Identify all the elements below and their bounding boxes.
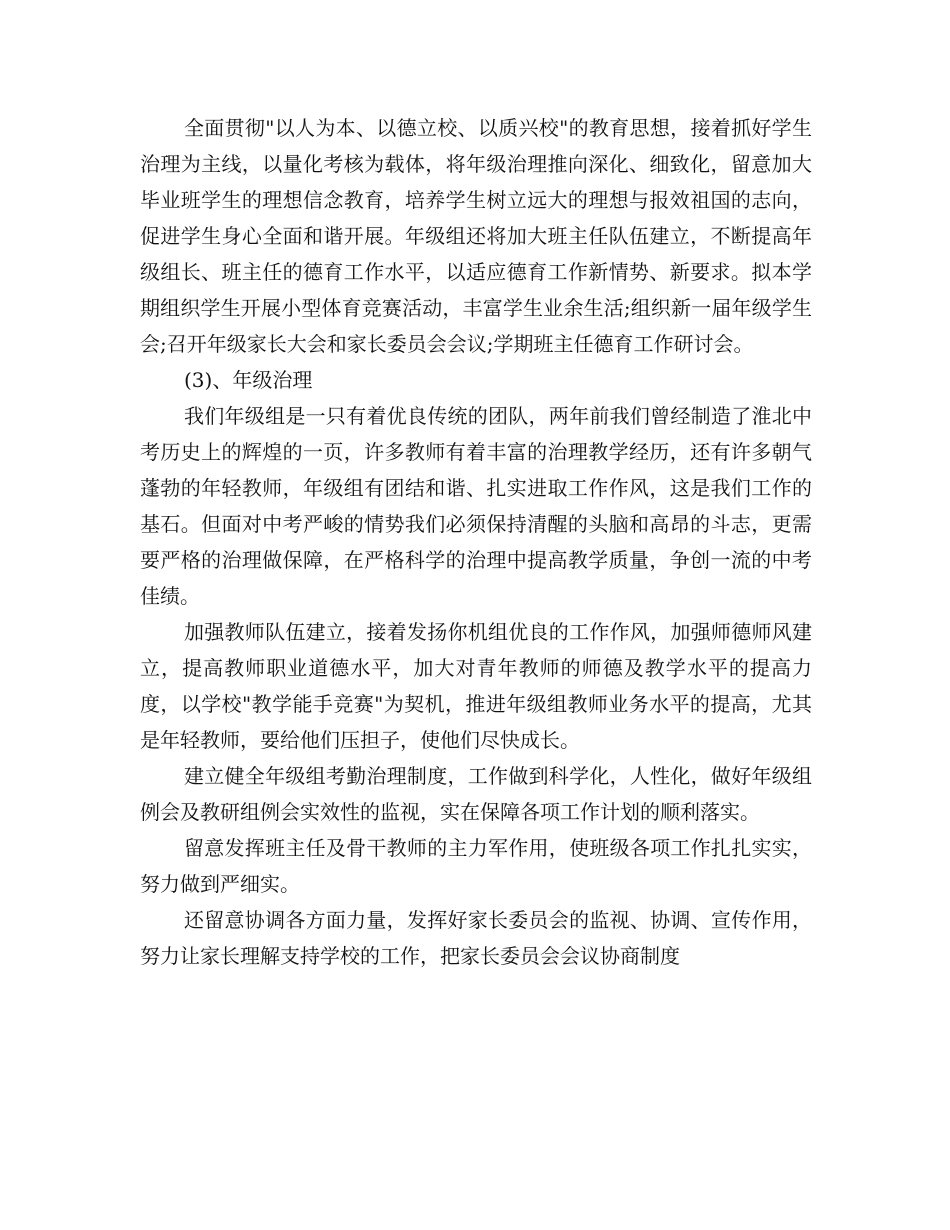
paragraph-head-teachers: 留意发挥班主任及骨干教师的主力军作用，使班级各项工作扎扎实实，努力做到严细实。 [140, 836, 812, 896]
paragraph-parents-committee: 还留意协调各方面力量，发挥好家长委员会的监视、协调、宣传作用，努力让家长理解支持学校的工作，把家长委员会会议协商制度 [140, 908, 812, 968]
paragraph-attendance: 建立健全年级组考勤治理制度，工作做到科学化，人性化，做好年级组例会及教研组例会实效性的监视，实在保障各项工作计划的顺利落实。 [140, 764, 812, 824]
paragraph-teacher-team: 加强教师队伍建立，接着发扬你机组优良的工作作风，加强师德师风建立，提高教师职业道德水平，加大对青年教师的师德及教学水平的提高力度，以学校"教学能手竞赛"为契机，推进年级组教师业务水平的提高，尤其是年轻教师，要给他们压担子，使他们尽快成长。 [140, 620, 812, 752]
document-body [140, 110, 812, 974]
paragraph-grade-team: 我们年级组是一只有着优良传统的团队，两年前我们曾经制造了淮北中考历史上的辉煌的一页，许多教师有着丰富的治理教学经历，还有许多朝气蓬勃的年轻教师，年级组有团结和谐、扎实进取工作作风，这是我们工作的基石。但面对中考严峻的情势我们必须保持清醒的头脑和高昂的斗志，更需要严格的治理做保障，在严格科学的治理中提高教学质量，争创一流的中考佳绩。 [140, 404, 812, 608]
paragraph-moral-education: 全面贯彻"以人为本、以德立校、以质兴校"的教育思想，接着抓好学生治理为主线，以量化考核为载体，将年级治理推向深化、细致化，留意加大毕业班学生的理想信念教育，培养学生树立远大的理想与报效祖国的志向，促进学生身心全面和谐开展。年级组还将加大班主任队伍建立，不断提高年级组长、班主任的德育工作水平，以适应德育工作新情势、新要求。拟本学期组织学生开展小型体育竞赛活动，丰富学生业余生活;组织新一届年级学生会;召开年级家长大会和家长委员会会议;学期班主任德育工作研讨会。 [140, 116, 812, 356]
section-heading-grade-management: (3)、年级治理 [184, 368, 313, 392]
